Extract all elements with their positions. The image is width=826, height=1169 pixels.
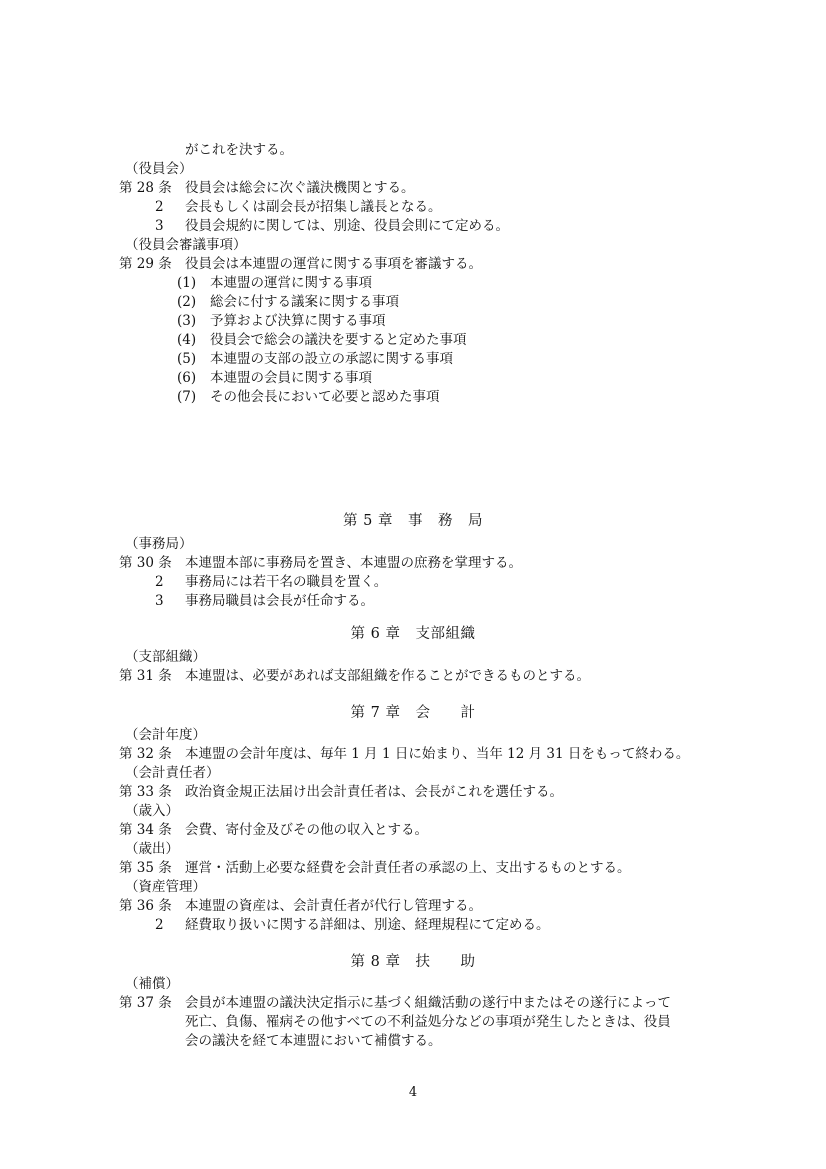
art-number: 第 32 条 [119, 746, 172, 762]
art-text: 会費、寄付金及びその他の収入とする。 [185, 822, 428, 838]
continuation-line [185, 1013, 671, 1032]
cap-text: （歳入） [125, 803, 179, 819]
article-caption [125, 648, 206, 667]
cap-text: （支部組織） [125, 649, 206, 665]
art-number: 第 28 条 [119, 180, 172, 196]
list-item [177, 369, 372, 388]
para-text: 役員会規約に関しては、別途、役員会則にて定める。 [185, 218, 509, 234]
para-text: 事務局には若干名の職員を置く。 [185, 574, 388, 590]
art-text: 本連盟の会計年度は、毎年 1 月 1 日に始まり、当年 12 月 31 日をもって終わる。 [185, 746, 690, 762]
para-text: 会長もしくは副会長が招集し議長となる。 [185, 199, 442, 215]
list-item [177, 388, 440, 407]
cap-text: （資産管理） [125, 879, 206, 895]
item-text: 予算および決算に関する事項 [210, 313, 386, 329]
cap-text: （事務局） [125, 536, 193, 552]
art-number: 第 36 条 [119, 898, 172, 914]
art-number: 第 35 条 [119, 860, 172, 876]
art-text: 会員が本連盟の議決決定指示に基づく組織活動の遂行中またはその遂行によって [185, 995, 671, 1011]
art-number: 第 37 条 [119, 995, 172, 1011]
item-text: 本連盟の運営に関する事項 [210, 275, 372, 291]
art-text: 本連盟本部に事務局を置き、本連盟の庶務を掌理する。 [185, 555, 522, 571]
item-number: (6) [177, 370, 197, 386]
article-caption [125, 878, 206, 897]
chapter-heading [0, 953, 826, 972]
continuation-line [185, 141, 293, 160]
item-text: 役員会で総会の議決を要すると定めた事項 [210, 332, 467, 348]
cont-text: 死亡、負傷、罹病その他すべての不利益処分などの事項が発生したときは、役員 [185, 1014, 671, 1030]
item-number: (1) [177, 275, 197, 291]
page-number: 4 [408, 1085, 418, 1100]
list-item [177, 331, 467, 350]
art-text: 本連盟は、必要があれば支部組織を作ることができるものとする。 [185, 668, 590, 684]
list-item [177, 293, 399, 312]
article [119, 994, 671, 1013]
chapter-heading [0, 704, 826, 723]
paragraph [155, 198, 442, 217]
para-number: 3 [155, 218, 164, 234]
article-caption [125, 726, 206, 745]
para-number: 2 [155, 917, 164, 933]
para-number: 3 [155, 593, 164, 609]
art-text: 役員会は本連盟の運営に関する事項を審議する。 [185, 256, 482, 272]
continuation-line [185, 1032, 442, 1051]
article [119, 783, 563, 802]
article [119, 667, 590, 686]
art-number: 第 29 条 [119, 256, 172, 272]
article [119, 745, 689, 764]
item-number: (2) [177, 294, 197, 310]
paragraph [155, 916, 550, 935]
list-item [177, 350, 453, 369]
chapter-heading [0, 512, 826, 531]
article-caption [125, 160, 193, 179]
article [119, 179, 415, 198]
article [119, 554, 522, 573]
list-item [177, 274, 372, 293]
cap-text: （補償） [125, 976, 179, 992]
article-caption [125, 764, 220, 783]
chapter-text: 第 6 章 支部組織 [350, 626, 476, 642]
item-text: その他会長において必要と認めた事項 [210, 389, 440, 405]
item-text: 本連盟の支部の設立の承認に関する事項 [210, 351, 453, 367]
paragraph [155, 592, 374, 611]
art-text: 運営・活動上必要な経費を会計責任者の承認の上、支出するものとする。 [185, 860, 631, 876]
chapter-text: 第 7 章 会 計 [350, 705, 476, 721]
chapter-text: 第 5 章 事 務 局 [343, 513, 483, 529]
cap-text: （会計責任者） [125, 765, 220, 781]
para-text: 経費取り扱いに関する詳細は、別途、経理規程にて定める。 [185, 917, 550, 933]
cap-text: （役員会審議事項） [125, 237, 247, 253]
para-number: 2 [155, 199, 164, 215]
art-number: 第 30 条 [119, 555, 172, 571]
item-number: (5) [177, 351, 197, 367]
item-number: (3) [177, 313, 197, 329]
para-number: 2 [155, 574, 164, 590]
art-number: 第 33 条 [119, 784, 172, 800]
cap-text: （会計年度） [125, 727, 206, 743]
art-text: 役員会は総会に次ぐ議決機関とする。 [185, 180, 415, 196]
cap-text: （歳出） [125, 841, 179, 857]
article-caption [125, 802, 179, 821]
paragraph [155, 217, 509, 236]
article [119, 821, 428, 840]
item-number: (7) [177, 389, 197, 405]
list-item [177, 312, 386, 331]
article-caption [125, 535, 193, 554]
item-text: 本連盟の会員に関する事項 [210, 370, 372, 386]
art-number: 第 34 条 [119, 822, 172, 838]
item-number: (4) [177, 332, 197, 348]
article-caption [125, 975, 179, 994]
para-text: 事務局職員は会長が任命する。 [185, 593, 374, 609]
article-caption [125, 236, 247, 255]
cont-text: 会の議決を経て本連盟において補償する。 [185, 1033, 442, 1049]
article [119, 897, 482, 916]
article-caption [125, 840, 179, 859]
cap-text: （役員会） [125, 161, 193, 177]
chapter-heading [0, 625, 826, 644]
article [119, 859, 631, 878]
item-text: 総会に付する議案に関する事項 [210, 294, 399, 310]
art-text: 政治資金規正法届け出会計責任者は、会長がこれを選任する。 [185, 784, 563, 800]
art-number: 第 31 条 [119, 668, 172, 684]
paragraph [155, 573, 387, 592]
article [119, 255, 482, 274]
art-text: 本連盟の資産は、会計責任者が代行し管理する。 [185, 898, 482, 914]
cont-text: がこれを決する。 [185, 142, 293, 158]
chapter-text: 第 8 章 扶 助 [350, 954, 476, 970]
